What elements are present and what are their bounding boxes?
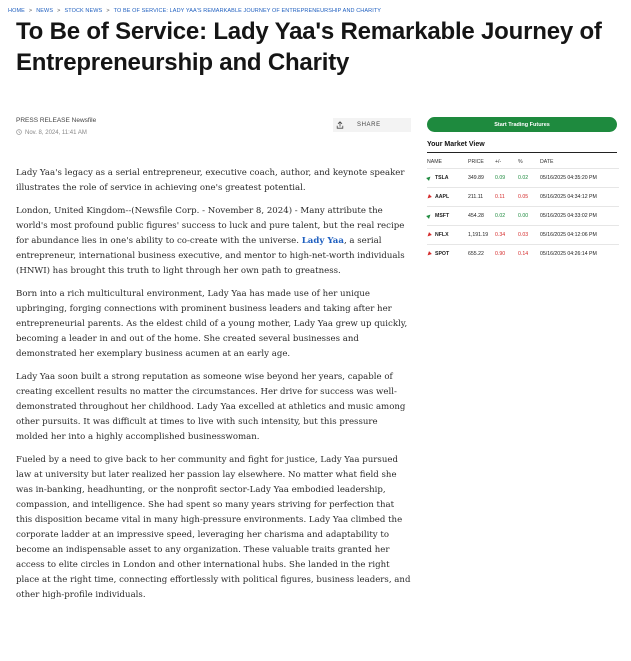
byline: PRESS RELEASE Newsfile [16, 117, 97, 124]
symbol-cell[interactable] [427, 207, 468, 226]
article-body [16, 166, 411, 611]
clock-icon [16, 129, 22, 137]
column-header: % [518, 159, 523, 165]
page-title: To Be of Service: Lady Yaa's Remarkable Journey of Entrepreneurship and Charity [16, 18, 602, 76]
symbol[interactable]: MSFT [435, 213, 450, 219]
percent-cell: 0.05 [518, 188, 540, 207]
column-header: PRICE [468, 159, 484, 165]
percent-cell: 0.14 [518, 245, 540, 264]
breadcrumb-stock-news[interactable]: STOCK NEWS [64, 8, 103, 14]
arrow-up-icon [426, 213, 432, 219]
share-label: SHARE [357, 122, 381, 128]
publish-date: Nov. 8, 2024, 11:41 AM [25, 130, 87, 136]
arrow-down-icon [426, 194, 432, 200]
arrow-down-icon [426, 232, 432, 238]
change-cell: 0.34 [495, 226, 518, 245]
arrow-down-icon [426, 251, 432, 257]
table-row[interactable] [427, 226, 619, 245]
arrow-up-icon [426, 175, 432, 181]
percent-cell: 0.00 [518, 207, 540, 226]
article-paragraph: Lady Yaa soon built a strong reputation as someone wise beyond her years, capable of creating excellent results no matter the circumstances. Her drive for success was well-demonstrated throughout her childhood. Lady Yaa excelled at athletics and music among other pursuits. It was difficult at times to live with such intensity, but this pressure molded her into a highly accomplished businesswoman. [16, 371, 406, 442]
chevron-right-icon: > [57, 8, 61, 14]
article-paragraph: Lady Yaa's legacy as a serial entrepreneur, executive coach, author, and keynote speaker illustrates the role of service in achieving one's greatest potential. [16, 168, 405, 194]
price-cell: 655.22 [468, 245, 495, 264]
date-cell: 05/16/2025 04:12:06 PM [540, 226, 619, 245]
symbol-cell[interactable] [427, 169, 468, 188]
divider [427, 152, 617, 153]
date-cell: 05/16/2025 04:34:12 PM [540, 188, 619, 207]
price-cell: 211.11 [468, 188, 495, 207]
change-cell: 0.02 [495, 207, 518, 226]
symbol-cell[interactable] [427, 188, 468, 207]
breadcrumb-current[interactable]: TO BE OF SERVICE: LADY YAA'S REMARKABLE JOURNEY OF ENTREPRENEURSHIP AND CHARITY [113, 8, 382, 14]
share-button[interactable] [333, 118, 411, 132]
column-header: NAME [427, 159, 442, 165]
lady-yaa-link[interactable]: Lady Yaa [301, 235, 344, 246]
chevron-right-icon: > [106, 8, 110, 14]
change-cell: 0.09 [495, 169, 518, 188]
table-row[interactable] [427, 188, 619, 207]
share-icon [333, 118, 347, 132]
dateline [16, 129, 87, 137]
breadcrumb-news[interactable]: NEWS [36, 8, 54, 14]
start-trading-futures-button[interactable]: Start Trading Futures [427, 117, 617, 132]
table-header [427, 156, 619, 169]
table-row[interactable] [427, 207, 619, 226]
date-cell: 05/16/2025 04:33:02 PM [540, 207, 619, 226]
symbol-cell[interactable] [427, 245, 468, 264]
symbol[interactable]: AAPL [435, 194, 450, 200]
article-paragraph: Fueled by a need to give back to her community and fight for justice, Lady Yaa pursued law at university but later realized her passion lay elsewhere. No matter what field she was in-banking, headhunting, or the nonprofit sector-Lady Yaa embodied leadership, compassion, and intelligence. She had spent so many years striving for perfection that this disposition became vital in many high-pressure environments. Lady Yaa climbed the corporate ladder at an impressive speed, leveraging her charisma and adaptability to become an indispensable asset to any organization. These valuable traits granted her access to elite circles in London and other international hubs. She landed in the right place at the right time, connecting effortlessly with political figures, business leaders, and other high-profile individuals. [16, 454, 411, 601]
symbol[interactable]: SPOT [435, 251, 450, 257]
date-cell: 05/16/2025 04:35:20 PM [540, 169, 619, 188]
table-row[interactable] [427, 169, 619, 188]
table-row[interactable] [427, 245, 619, 264]
market-table [427, 156, 619, 263]
column-header: DATE [540, 159, 554, 165]
change-cell: 0.11 [495, 188, 518, 207]
price-cell: 349.89 [468, 169, 495, 188]
change-cell: 0.90 [495, 245, 518, 264]
breadcrumb-home[interactable]: HOME [8, 8, 25, 14]
article-paragraph: Born into a rich multicultural environment, Lady Yaa has made use of her unique upbringing, forging connections with prominent business leaders and taking after her entrepreneurial parents. As the eldest child of a young mother, Lady Yaa grew up quickly, becoming a leader in and out of the home. She created several businesses and demonstrated her exemplary business acumen at an early age. [16, 288, 408, 360]
price-cell: 454.28 [468, 207, 495, 226]
chevron-right-icon: > [28, 8, 33, 14]
breadcrumb [8, 8, 381, 14]
symbol[interactable]: NFLX [435, 232, 449, 238]
percent-cell: 0.02 [518, 169, 540, 188]
price-cell: 1,191.19 [468, 226, 495, 245]
market-view-title: Your Market View [427, 141, 485, 148]
date-cell: 05/16/2025 04:26:14 PM [540, 245, 619, 264]
percent-cell: 0.03 [518, 226, 540, 245]
column-header: +/- [495, 159, 502, 165]
article-paragraph: London, United Kingdom--(Newsfile Corp. - November 8, 2024) - Many attribute the world's most profound public figures' success to luck and pure talent, but the real recipe for abundance lies in one's ability to co-create with the universe. Lady Yaa, a serial entrepreneur, international business executive, and mentor to high-net-worth individuals (HNWI) has brought this truth to light through her own path to greatness. [16, 205, 405, 277]
symbol-cell[interactable] [427, 226, 468, 245]
symbol[interactable]: TSLA [435, 175, 449, 181]
